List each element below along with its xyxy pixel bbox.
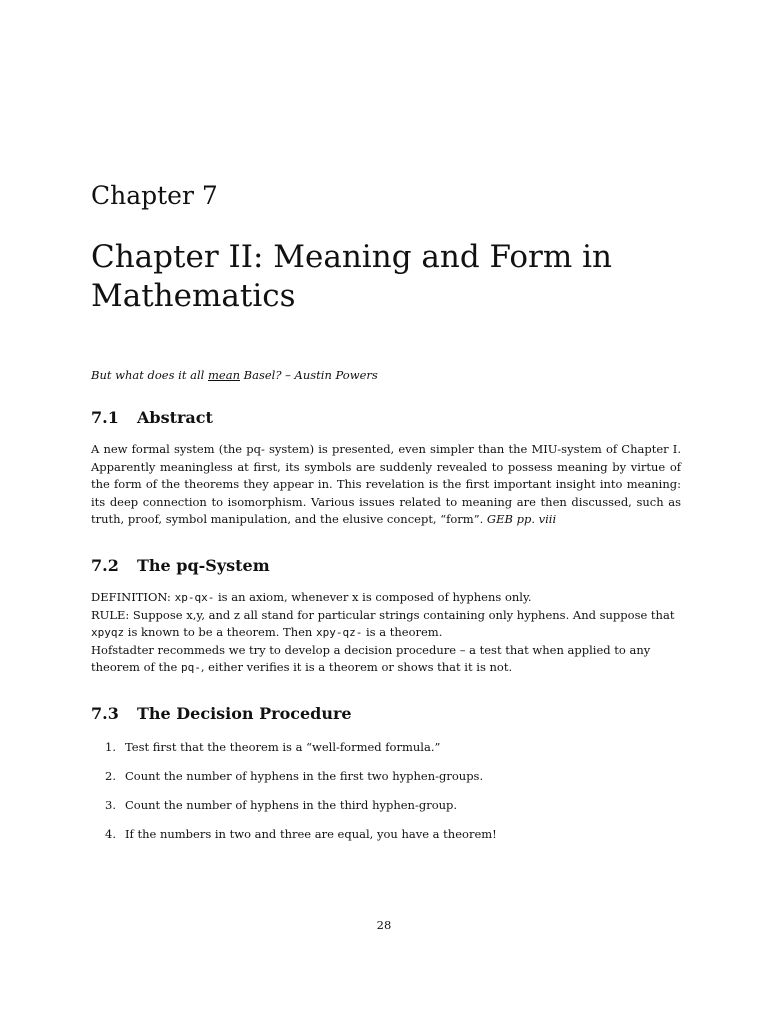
abstract-text: A new formal system (the pq- system) is presented, even simpler than the MIU-system of Chapter I. Apparently meaningless at first, its symbols are suddenly revealed to possess meaning by virtue of the form of the theorems they appear in. This revelation is the first important insight into meaning: its deep connection to isomorphism. Various issues related to meaning are then discussed, such as truth, proof, symbol manipulation, and the elusive concept, “form”. [91, 442, 681, 527]
epigraph-underlined: mean [208, 368, 240, 382]
section-title: The pq-System [137, 555, 270, 575]
rule-code-2: xpy-qz- [315, 626, 363, 640]
page-number: 28 [376, 918, 392, 932]
list-item [91, 739, 681, 756]
chapter-label: Chapter 7 [91, 181, 218, 210]
section-number: 7.1 [91, 408, 119, 427]
note-suffix: , either verifies it is a theorem or shows that it is not. [200, 660, 513, 675]
rule-prefix: RULE: Suppose x,y, and z all stand for particular strings containing only hyphens. And suppose that [91, 607, 675, 622]
rule-middle: is known to be a theorem. Then [124, 625, 316, 640]
list-item [91, 797, 681, 814]
section-heading-abstract [91, 408, 681, 428]
definition-suffix: is an axiom, whenever x is composed of hyphens only. [214, 589, 532, 604]
section-heading-decision-procedure [91, 704, 681, 724]
epigraph-after: Basel? – Austin Powers [239, 368, 378, 382]
chapter-title: Chapter II: Meaning and Form in Mathematics [91, 239, 612, 314]
abstract-citation: GEB pp. viii [486, 512, 557, 527]
abstract-paragraph [91, 441, 681, 529]
list-item-number: 4. [105, 826, 116, 841]
note-code: pq- [180, 661, 201, 675]
list-item-number: 2. [105, 768, 116, 783]
list-item-number: 3. [105, 797, 116, 812]
pq-system-paragraph [91, 589, 681, 677]
list-item [91, 768, 681, 785]
page-content [91, 180, 681, 855]
definition-code: xp-qx- [174, 590, 215, 604]
section-title: Abstract [137, 408, 213, 427]
list-item [91, 826, 681, 843]
list-item-text: Test first that the theorem is a “well-formed formula.” [125, 739, 441, 754]
definition-line [91, 590, 532, 604]
list-item-number: 1. [105, 739, 116, 754]
list-item-text: If the numbers in two and three are equal, you have a theorem! [125, 826, 497, 841]
decision-procedure-list [91, 739, 681, 843]
note-line [91, 643, 650, 675]
note-prefix: Hofstadter recommeds we try to develop a decision procedure – a test that when applied to any theorem of the [91, 642, 651, 675]
rule-suffix: is a theorem. [362, 625, 443, 640]
definition-prefix: DEFINITION: [91, 589, 175, 604]
section-title: The Decision Procedure [137, 703, 352, 723]
section-number: 7.2 [91, 555, 119, 575]
epigraph-before: But what does it all [91, 368, 208, 382]
section-number: 7.3 [91, 703, 119, 723]
list-item-text: Count the number of hyphens in the first two hyphen-groups. [125, 768, 484, 783]
list-item-text: Count the number of hyphens in the third hyphen-group. [125, 797, 458, 812]
rule-code-1: xpyqz [91, 626, 125, 640]
rule-line [91, 608, 674, 640]
section-heading-pq-system [91, 556, 681, 576]
epigraph [91, 367, 681, 383]
